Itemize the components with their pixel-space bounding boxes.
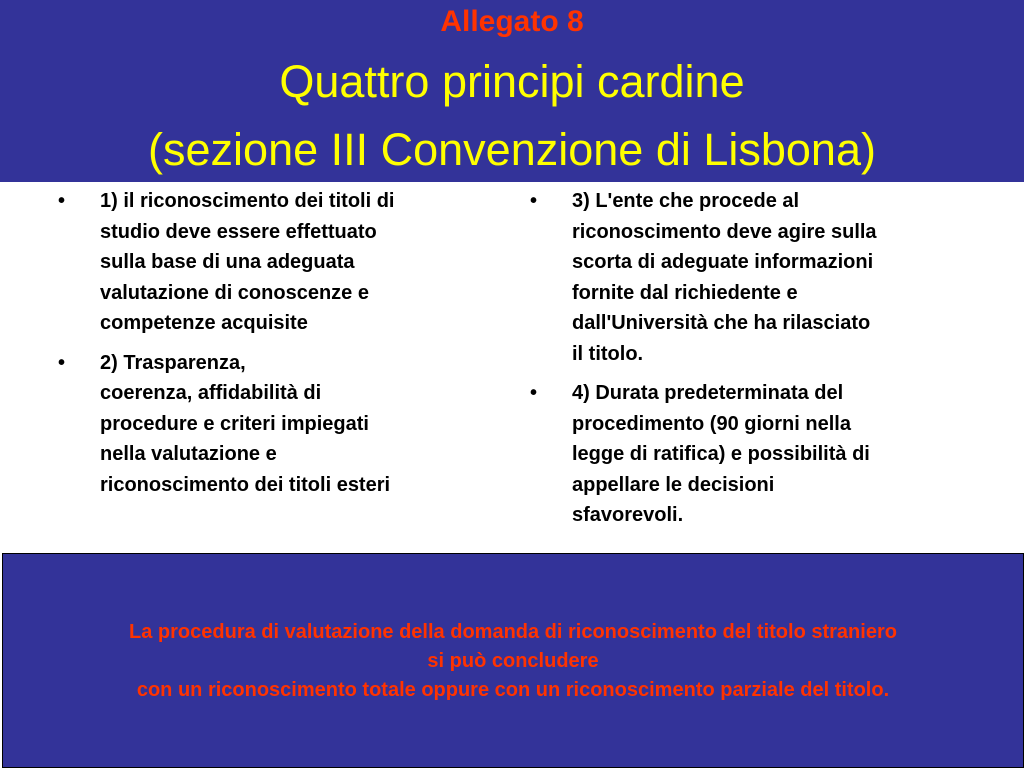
annex-label: Allegato 8 [440,5,584,38]
conclusion-panel [2,553,1024,768]
principle-text-2: 2) Trasparenza, coerenza, affidabilità di procedure e criteri impiegati nella valutazione e riconoscimento dei titoli esteri [100,351,391,496]
conclusion-note: La procedura di valutazione della domanda di riconoscimento del titolo straniero si può concludere con un riconoscimento totale oppure con un riconoscimento parziale del titolo. [129,621,897,701]
principles-right-column [530,186,970,540]
slide-title-line-2: (sezione III Convenzione di Lisbona) [148,124,876,175]
principles-left-column [58,186,488,509]
bullet-icon: • [530,382,538,404]
principle-item-2 [58,348,488,501]
principle-text-1: 1) il riconoscimento dei titoli di studio deve essere effettuato sulla base di una adeguata valutazione di conoscenze e competenze acquisite [100,190,395,334]
slide-title-line-1: Quattro principi cardine [279,56,745,107]
bullet-icon: • [530,190,538,212]
slide-header [0,0,1024,182]
principle-item-4 [530,378,970,531]
principle-text-3: 3) L'ente che procede al riconoscimento deve agire sulla scorta di adeguate informazioni fornite dal richiedente e dall'Università che ha rilasciato il titolo. [572,190,877,365]
bullet-icon: • [58,351,66,374]
principle-item-1 [58,186,488,339]
principle-item-3 [530,186,970,369]
principle-text-4: 4) Durata predeterminata del procedimento (90 giorni nella legge di ratifica) e possibilità di appellare le decisioni sfavorevoli. [572,382,870,526]
bullet-icon: • [58,190,66,212]
